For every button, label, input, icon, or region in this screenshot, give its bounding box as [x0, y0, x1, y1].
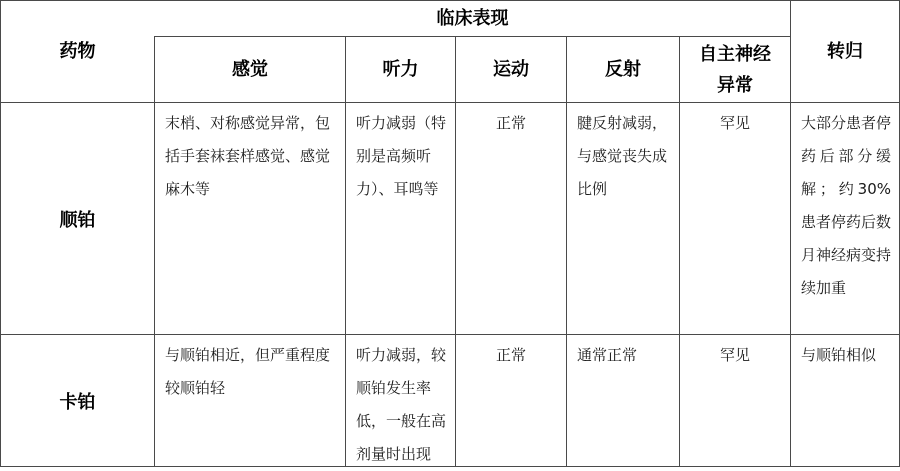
header-outcome: 转归 [827, 41, 863, 62]
row1-motor: 正常 [495, 114, 526, 132]
row1-hearing: 听力减弱（特别是高频听力）、耳鸣等 [356, 114, 447, 198]
header-sensory: 感觉 [232, 59, 268, 80]
header-hearing: 听力 [382, 59, 419, 80]
header-reflex: 反射 [605, 59, 641, 80]
row1-autonomic: 罕见 [719, 114, 750, 132]
row2-outcome: 与顺铂相似 [801, 346, 877, 364]
row1-sensory: 末梢、对称感觉异常，包括手套袜套样感觉、感觉麻木等 [165, 114, 331, 198]
header-autonomic: 自主神经异常 [699, 43, 771, 96]
row1-outcome: 大部分患者停药后部分缓解；约30%患者停药后数月神经病变持续加重 [801, 114, 892, 297]
header-drug: 药物 [59, 41, 96, 62]
row2-reflex: 通常正常 [577, 346, 638, 364]
row2-autonomic: 罕见 [719, 346, 750, 364]
row2-drug: 卡铂 [59, 391, 96, 413]
row2-motor: 正常 [495, 346, 526, 364]
header-motor: 运动 [493, 59, 529, 80]
row1-drug: 顺铂 [59, 209, 96, 231]
row2-sensory: 与顺铂相近，但严重程度较顺铂轻 [165, 346, 331, 397]
row2-hearing: 听力减弱，较顺铂发生率低，一般在高剂量时出现 [356, 346, 447, 463]
row1-reflex: 腱反射减弱，与感觉丧失成比例 [577, 114, 668, 198]
header-clinical: 临床表现 [436, 8, 509, 29]
table-border-bottom [0, 466, 900, 467]
